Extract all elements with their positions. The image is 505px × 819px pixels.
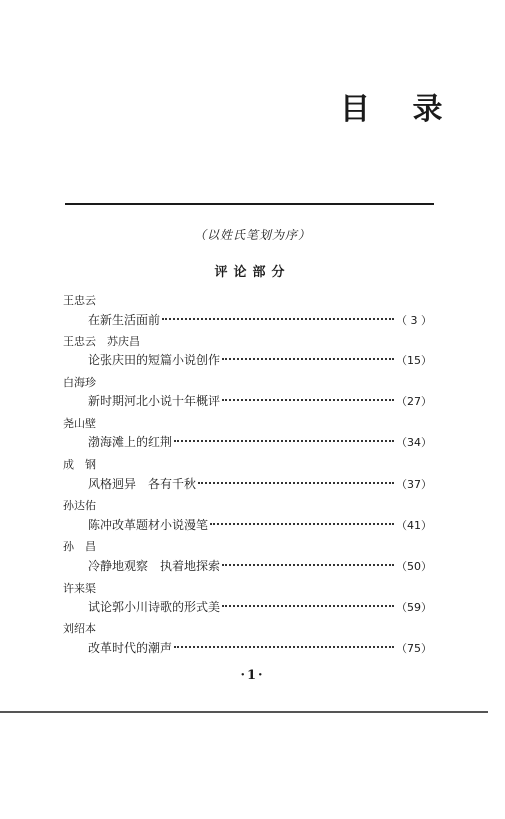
toc-entry-title: 新时期河北小说十年概评 bbox=[88, 394, 221, 408]
toc-author: 成 钢 bbox=[63, 458, 96, 471]
toc-author: 孙达佑 bbox=[63, 499, 96, 512]
bottom-rule bbox=[0, 711, 488, 713]
toc-entry bbox=[88, 351, 432, 369]
toc-entry-title: 试论郭小川诗歌的形式美 bbox=[88, 600, 221, 614]
toc-author: 尧山壁 bbox=[63, 417, 96, 430]
toc-author: 王忠云 苏庆昌 bbox=[63, 335, 140, 348]
toc-entry-page: （ 3 ） bbox=[396, 314, 432, 327]
leader-dots bbox=[222, 399, 394, 401]
leader-dots bbox=[198, 482, 394, 484]
toc-entry-title: 改革时代的潮声 bbox=[88, 641, 173, 655]
toc-entry bbox=[88, 311, 432, 329]
toc-entry-title: 渤海滩上的红荆 bbox=[88, 435, 173, 449]
leader-dots bbox=[174, 646, 394, 648]
leader-dots bbox=[222, 564, 394, 566]
toc-entry-page: （34） bbox=[396, 436, 432, 449]
toc-author: 许来渠 bbox=[63, 582, 96, 595]
ordering-note: （以姓氏笔划为序） bbox=[193, 228, 311, 242]
section-heading: 评论部分 bbox=[214, 265, 291, 280]
page-number: ·1· bbox=[240, 668, 265, 683]
toc-author: 孙 昌 bbox=[63, 540, 96, 553]
toc-entry bbox=[88, 639, 432, 657]
toc-entry bbox=[88, 598, 432, 616]
toc-entry-title: 风格迥异 各有千秋 bbox=[88, 477, 197, 491]
leader-dots bbox=[162, 318, 394, 320]
page-title: 目 录 bbox=[340, 92, 459, 127]
leader-dots bbox=[222, 605, 394, 607]
toc-author: 刘绍本 bbox=[63, 622, 96, 635]
toc-entry-page: （27） bbox=[396, 395, 432, 408]
toc-entry-title: 陈冲改革题材小说漫笔 bbox=[88, 518, 209, 532]
toc-entry bbox=[88, 516, 432, 534]
toc-entry-page: （75） bbox=[396, 642, 432, 655]
toc-entry-page: （41） bbox=[396, 519, 432, 532]
leader-dots bbox=[210, 523, 394, 525]
toc-entry-title: 在新生活面前 bbox=[88, 313, 161, 327]
toc-entry-title: 冷静地观察 执着地探索 bbox=[88, 559, 221, 573]
title-divider bbox=[65, 203, 434, 205]
leader-dots bbox=[174, 440, 394, 442]
toc-entry-page: （50） bbox=[396, 560, 432, 573]
toc-author: 王忠云 bbox=[63, 294, 96, 307]
toc-entry-page: （37） bbox=[396, 478, 432, 491]
toc-entry bbox=[88, 392, 432, 410]
toc-entry-title: 论张庆田的短篇小说创作 bbox=[88, 353, 221, 367]
toc-entry bbox=[88, 475, 432, 493]
toc-entry bbox=[88, 557, 432, 575]
toc-entry-page: （59） bbox=[396, 601, 432, 614]
toc-author: 白海珍 bbox=[63, 376, 96, 389]
toc-entry-page: （15） bbox=[396, 354, 432, 367]
leader-dots bbox=[222, 358, 394, 360]
toc-entry bbox=[88, 433, 432, 451]
